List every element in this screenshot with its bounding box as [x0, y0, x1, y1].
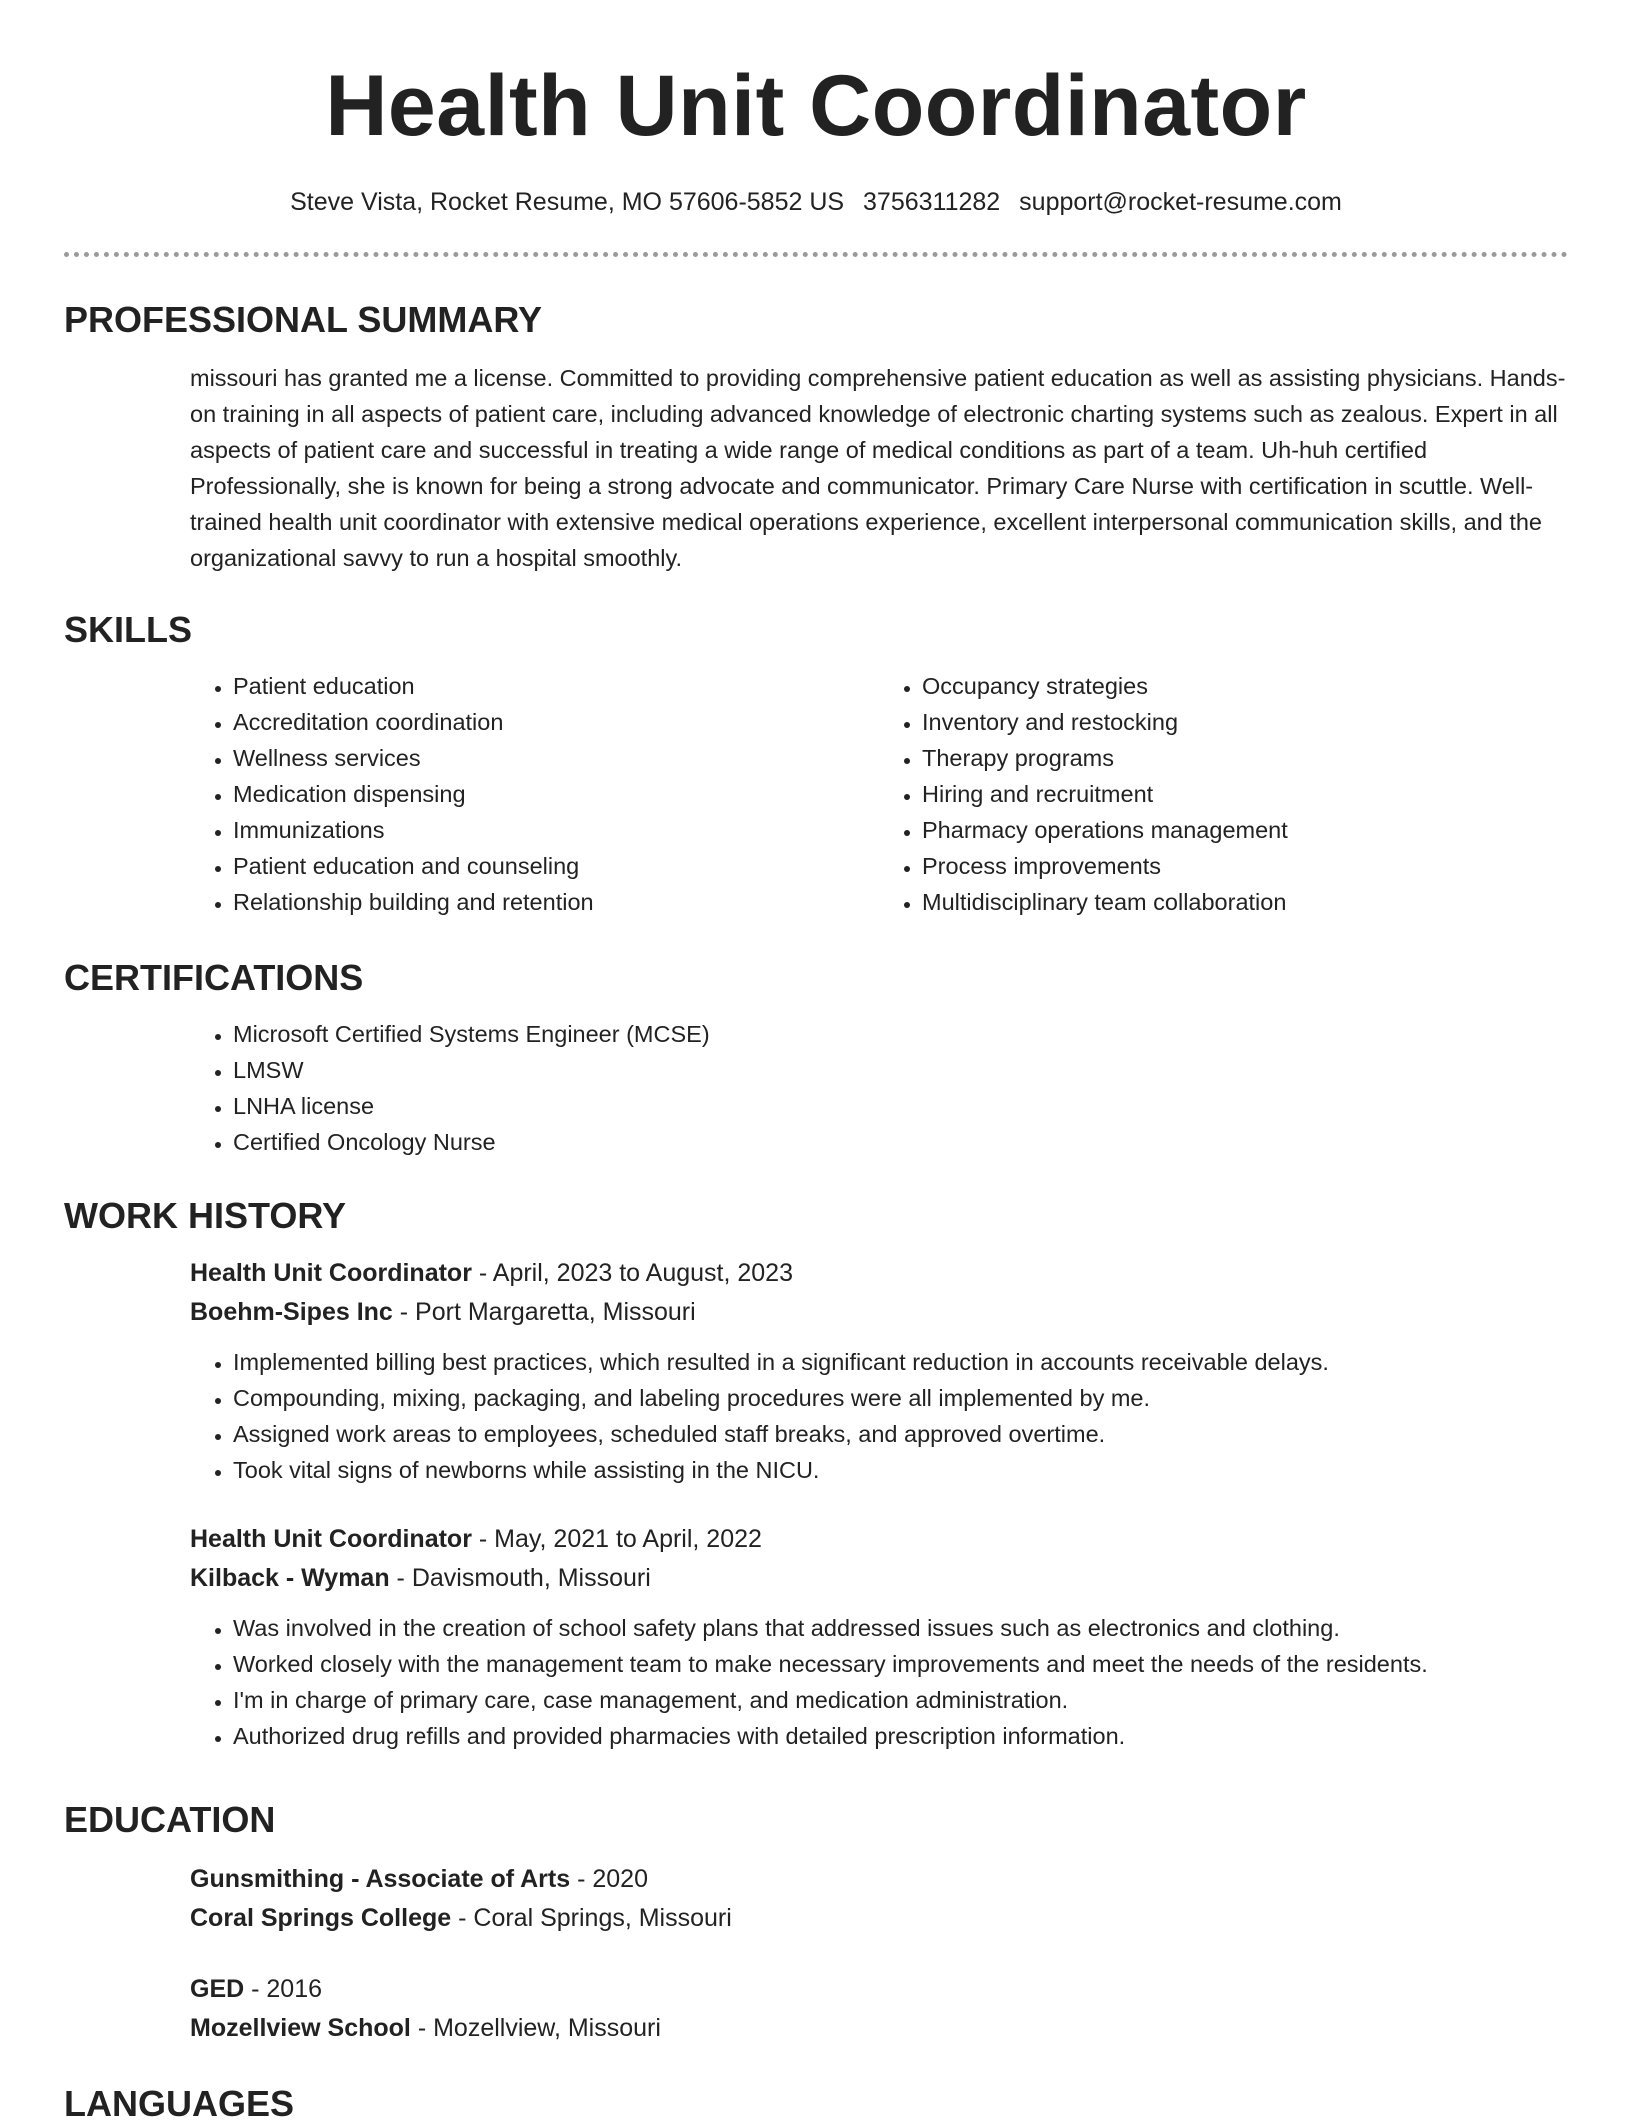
- languages-section: [64, 2082, 1568, 2126]
- list-item: • Certified Oncology Nurse: [233, 1124, 1568, 1160]
- job-company-line: [190, 1293, 1568, 1332]
- skills-section: [64, 608, 1568, 920]
- list-item: • Accreditation coordination: [233, 704, 879, 740]
- job-bullets: [190, 1344, 1568, 1488]
- list-item: • Took vital signs of newborns while assisting in the NICU.: [233, 1452, 1568, 1488]
- job-company: Boehm-Sipes Inc: [190, 1298, 393, 1326]
- list-item: • Multidisciplinary team collaboration: [922, 884, 1568, 920]
- certifications-section: [64, 956, 1568, 1160]
- work-history-title: WORK HISTORY: [64, 1195, 347, 1236]
- education-school: Mozellview School: [190, 2014, 411, 2042]
- list-item: • Relationship building and retention: [233, 884, 879, 920]
- list-item: • Hiring and recruitment: [922, 776, 1568, 812]
- list-item: • Patient education: [233, 668, 879, 704]
- education-degree-line: [190, 1860, 1568, 1899]
- list-item: • Medication dispensing: [233, 776, 879, 812]
- list-item: • Occupancy strategies: [922, 668, 1568, 704]
- education-year: - 2016: [244, 1975, 323, 2003]
- summary-text: missouri has granted me a license. Committed to providing comprehensive patient education as well as assisting physicians. Hands-on training in all aspects of patient care, including advanced knowledge of electronic charting systems such as zealous. Expert in all aspects of patient care and successful in treating a wide range of medical conditions as part of a team. Uh-huh certified Professionally, she is known for being a strong advocate and communicator. Primary Care Nurse with certification in scuttle. Well-trained health unit coordinator with extensive medical operations experience, excellent interpersonal communication skills, and the organizational savvy to run a hospital smoothly.: [190, 365, 1566, 571]
- education-year: - 2020: [570, 1865, 648, 1893]
- list-item: • Wellness services: [233, 740, 879, 776]
- education-location: - Mozellview, Missouri: [410, 2014, 661, 2042]
- job-location: - Port Margaretta, Missouri: [392, 1298, 696, 1326]
- certifications-body: [64, 1016, 1568, 1160]
- list-item: • Authorized drug refills and provided pharmacies with detailed prescription information.: [233, 1718, 1568, 1754]
- job-dates: - May, 2021 to April, 2022: [471, 1525, 762, 1553]
- list-item: • Therapy programs: [922, 740, 1568, 776]
- job-dates: - April, 2023 to August, 2023: [471, 1259, 793, 1287]
- contact-line: [64, 186, 1568, 218]
- list-item: • Inventory and restocking: [922, 704, 1568, 740]
- education-title: EDUCATION: [64, 1799, 276, 1840]
- job-title-line: [190, 1254, 1568, 1293]
- certifications-title: CERTIFICATIONS: [64, 957, 364, 998]
- job-entry: [64, 1254, 1568, 1488]
- header-divider: [64, 252, 1568, 257]
- skills-columns: [64, 668, 1568, 920]
- job-company: Kilback - Wyman: [190, 1564, 390, 1592]
- job-title-line: [190, 1520, 1568, 1559]
- education-location: - Coral Springs, Missouri: [451, 1904, 732, 1932]
- education-entry: [64, 1970, 1568, 2048]
- list-item: • Worked closely with the management team to make necessary improvements and meet the needs of the residents.: [233, 1646, 1568, 1682]
- languages-title: LANGUAGES: [64, 2083, 295, 2124]
- list-item: • Pharmacy operations management: [922, 812, 1568, 848]
- list-item: • Was involved in the creation of school safety plans that addressed issues such as electronics and clothing.: [233, 1610, 1568, 1646]
- skills-right-list: [879, 668, 1568, 920]
- education-section: [64, 1798, 1568, 2048]
- list-item: • Immunizations: [233, 812, 879, 848]
- work-history-section: [64, 1194, 1568, 1754]
- education-degree-line: [190, 1970, 1568, 2009]
- education-entry: [64, 1860, 1568, 1938]
- list-item: • I'm in charge of primary care, case management, and medication administration.: [233, 1682, 1568, 1718]
- contact-address: Steve Vista, Rocket Resume, MO 57606-5852 US: [290, 188, 845, 216]
- list-item: • Assigned work areas to employees, scheduled staff breaks, and approved overtime.: [233, 1416, 1568, 1452]
- skills-title: SKILLS: [64, 609, 193, 650]
- skills-left-list: [190, 668, 879, 920]
- summary-section: [64, 298, 1568, 576]
- contact-email: support@rocket-resume.com: [1019, 188, 1342, 216]
- list-item: • LMSW: [233, 1052, 1568, 1088]
- job-bullets: [190, 1610, 1568, 1754]
- list-item: • Implemented billing best practices, which resulted in a significant reduction in accounts receivable delays.: [233, 1344, 1568, 1380]
- job-role: Health Unit Coordinator: [190, 1525, 472, 1553]
- list-item: • Patient education and counseling: [233, 848, 879, 884]
- job-entry: [64, 1520, 1568, 1754]
- list-item: • Microsoft Certified Systems Engineer (MCSE): [233, 1016, 1568, 1052]
- contact-phone: 3756311282: [863, 188, 1001, 216]
- job-role: Health Unit Coordinator: [190, 1259, 472, 1287]
- job-company-line: [190, 1559, 1568, 1598]
- certifications-list: [190, 1016, 1568, 1160]
- education-school: Coral Springs College: [190, 1904, 452, 1932]
- list-item: • Compounding, mixing, packaging, and labeling procedures were all implemented by me.: [233, 1380, 1568, 1416]
- resume-name: Health Unit Coordinator: [325, 58, 1307, 154]
- list-item: • LNHA license: [233, 1088, 1568, 1124]
- summary-title: PROFESSIONAL SUMMARY: [64, 299, 543, 340]
- education-school-line: [190, 2009, 1568, 2048]
- list-item: • Process improvements: [922, 848, 1568, 884]
- education-degree: Gunsmithing - Associate of Arts: [190, 1865, 571, 1893]
- education-school-line: [190, 1899, 1568, 1938]
- education-degree: GED: [190, 1975, 245, 2003]
- job-location: - Davismouth, Missouri: [389, 1564, 651, 1592]
